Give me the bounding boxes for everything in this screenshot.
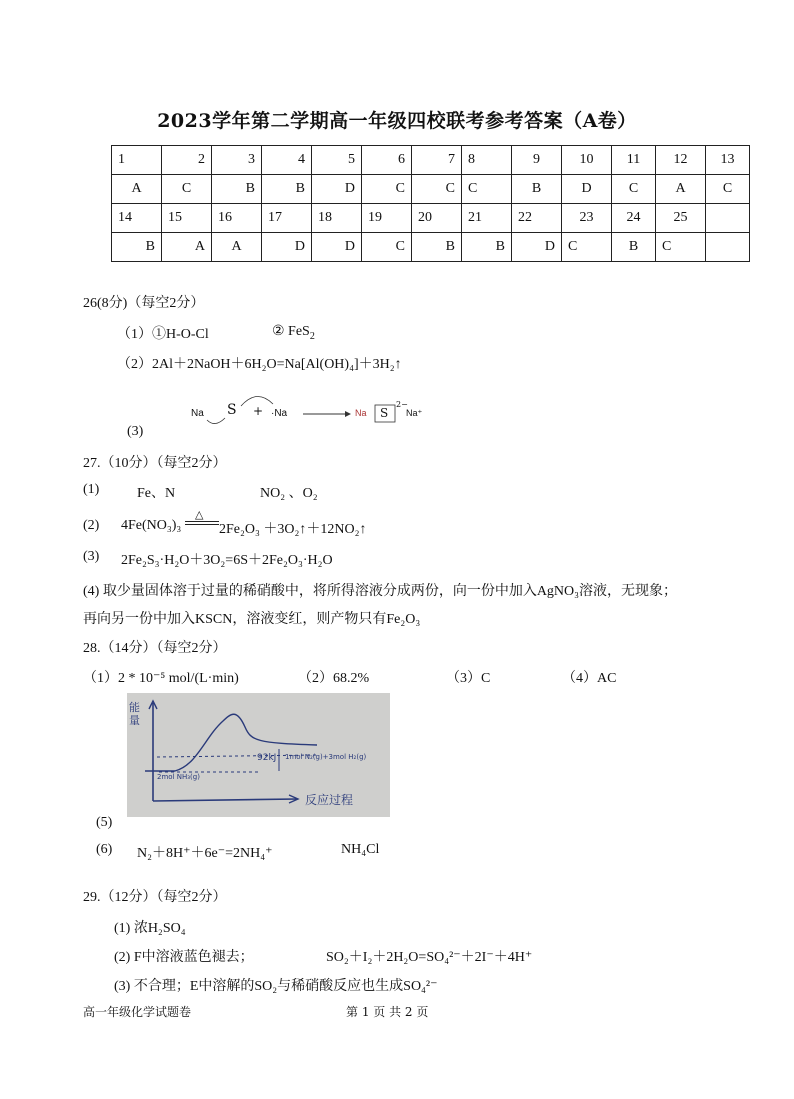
q28-answer-6-salt: NH₄Cl <box>341 842 380 857</box>
q26-answer-1b-sub: 2 <box>309 330 315 342</box>
q27-answer-1-gases: NO₂ 、O₂ <box>260 486 318 501</box>
energy-diagram-photo <box>127 693 390 817</box>
graph-y-label: 能量 <box>129 701 140 727</box>
table-cell <box>706 233 750 262</box>
q29-header: 29.（12分）（每空2分） <box>83 890 227 905</box>
q26-answer-1b-text: ② FeS <box>272 324 310 339</box>
table-cell: 12 <box>656 146 706 175</box>
table-cell: 13 <box>706 146 750 175</box>
graph-x-label: 反应过程 <box>305 793 354 807</box>
equals-line-bottom <box>185 524 219 525</box>
table-cell: 22 <box>512 204 562 233</box>
table-cell: 25 <box>656 204 706 233</box>
table-cell: D <box>312 175 362 204</box>
electron-arrow-left <box>207 418 225 424</box>
s-atom: S <box>227 402 237 418</box>
table-cell: D <box>262 233 312 262</box>
table-row <box>112 146 750 175</box>
heat-condition-sign <box>185 508 219 530</box>
energy-curve <box>175 714 317 771</box>
electron-formation-diagram <box>185 390 445 430</box>
q28-answer-6-label: (6) <box>96 842 113 857</box>
q26-answer-2: （2）2Al＋2NaOH＋6H₂O=Na[Al(OH)₄]＋3H₂↑ <box>117 357 402 372</box>
graph-bottom-label: 2mol NH₃(g) <box>157 773 200 781</box>
q26-header: 26(8分)（每空2分） <box>83 296 205 311</box>
q29-answer-2-text: (2) F中溶液蓝色褪去； <box>114 950 254 965</box>
product-na-right: Na⁺ <box>406 408 423 418</box>
q27-answer-4-line2: 再向另一份中加入KSCN，溶液变红，则产物只有Fe₂O₃ <box>83 612 421 627</box>
table-cell: 23 <box>562 204 612 233</box>
table-row <box>112 204 750 233</box>
q27-answer-2-left: 4Fe(NO₃)₃ <box>121 518 182 533</box>
table-cell: 15 <box>162 204 212 233</box>
table-cell: C <box>362 233 412 262</box>
q26-answer-3-label: (3) <box>127 424 144 439</box>
table-cell: C <box>412 175 462 204</box>
na-right-atom: ·Na <box>271 408 288 419</box>
table-cell: 8 <box>462 146 512 175</box>
table-cell: B <box>512 175 562 204</box>
table-cell: B <box>112 233 162 262</box>
table-cell: A <box>656 175 706 204</box>
table-cell: 3 <box>212 146 262 175</box>
table-cell: 14 <box>112 204 162 233</box>
q26-answer-1: （1）①H-O-Cl <box>117 327 209 342</box>
delta-symbol: △ <box>195 508 204 521</box>
table-cell: B <box>212 175 262 204</box>
table-cell: 6 <box>362 146 412 175</box>
q28-answer-1: （1）2 * 10⁻⁵ mol/(L·min) <box>83 671 239 686</box>
table-cell: 11 <box>612 146 656 175</box>
product-charge: 2− <box>396 400 408 409</box>
table-cell: C <box>162 175 212 204</box>
q28-header: 28.（14分）（每空2分） <box>83 641 227 656</box>
graph-top-label: 1mol N₂(g)+3mol H₂(g) <box>285 753 367 761</box>
table-cell: 20 <box>412 204 462 233</box>
table-cell: A <box>212 233 262 262</box>
table-cell: 2 <box>162 146 212 175</box>
q28-answer-6-equation: N₂＋8H⁺＋6e⁻=2NH₄⁺ <box>137 846 273 861</box>
equals-line-top <box>185 521 219 522</box>
footer-page-number: 第 1 页 共 2 页 <box>346 1005 429 1019</box>
q27-answer-3: 2Fe₂S₃·H₂O＋3O₂=6S＋2Fe₂O₃·H₂O <box>121 553 333 568</box>
table-cell: 5 <box>312 146 362 175</box>
table-cell: 19 <box>362 204 412 233</box>
table-cell: B <box>462 233 512 262</box>
electron-arrow-right <box>241 396 273 406</box>
table-cell: C <box>362 175 412 204</box>
q27-answer-1-elements: Fe、N <box>137 486 176 501</box>
table-cell: 17 <box>262 204 312 233</box>
table-cell: 18 <box>312 204 362 233</box>
x-axis <box>153 799 297 801</box>
product-na-left: Na <box>355 408 367 418</box>
q27-answer-4-line1: (4) 取少量固体溶于过量的稀硝酸中，将所得溶液分成两份，向一份中加入AgNO₃溶液，无现象； <box>83 584 678 599</box>
graph-energy-label: 92kJ <box>257 753 277 763</box>
q28-answer-2: （2）68.2% <box>298 671 370 686</box>
table-cell: B <box>612 233 656 262</box>
q28-answer-4: （4）AC <box>562 671 617 686</box>
answer-table <box>111 145 750 262</box>
table-cell: D <box>512 233 562 262</box>
table-cell: C <box>562 233 612 262</box>
table-cell: 1 <box>112 146 162 175</box>
table-row <box>112 175 750 204</box>
q27-header: 27.（10分）（每空2分） <box>83 456 227 471</box>
table-cell: 10 <box>562 146 612 175</box>
q27-answer-1-label: (1) <box>83 482 100 497</box>
table-cell: A <box>112 175 162 204</box>
q28-answer-3: （3）C <box>446 671 491 686</box>
q29-answer-1: (1) 浓H₂SO₄ <box>114 921 186 936</box>
na-left-atom: Na <box>191 408 204 419</box>
footer-left: 高一年级化学试题卷 <box>83 1005 192 1019</box>
q29-answer-2-equation: SO₂＋I₂＋2H₂O=SO₄²⁻＋2I⁻＋4H⁺ <box>326 950 533 965</box>
table-cell: D <box>312 233 362 262</box>
q26-answer-1b <box>272 323 315 340</box>
table-cell: D <box>562 175 612 204</box>
table-cell: A <box>162 233 212 262</box>
q27-answer-2-label: (2) <box>83 518 100 533</box>
plus-sign: + <box>253 404 264 418</box>
product-s-ion: S <box>380 406 389 420</box>
table-cell: C <box>462 175 512 204</box>
q27-answer-2-right: 2Fe₂O₃ ＋3O₂↑＋12NO₂↑ <box>219 522 367 537</box>
table-cell: C <box>706 175 750 204</box>
table-cell: B <box>262 175 312 204</box>
table-cell: 4 <box>262 146 312 175</box>
table-cell: 9 <box>512 146 562 175</box>
q28-answer-5-label: (5) <box>96 815 113 830</box>
q29-answer-3: (3) 不合理；E中溶解的SO₂与稀硝酸反应也生成SO₄²⁻ <box>114 979 438 994</box>
table-cell: C <box>656 233 706 262</box>
table-row <box>112 233 750 262</box>
table-cell: 24 <box>612 204 656 233</box>
table-cell <box>706 204 750 233</box>
table-cell: 21 <box>462 204 512 233</box>
q27-answer-3-label: (3) <box>83 549 100 564</box>
page-title: 2023学年第二学期高一年级四校联考参考答案（A卷） <box>157 110 637 132</box>
table-cell: 16 <box>212 204 262 233</box>
table-cell: C <box>612 175 656 204</box>
reaction-arrowhead <box>345 411 351 417</box>
table-cell: 7 <box>412 146 462 175</box>
table-cell: B <box>412 233 462 262</box>
